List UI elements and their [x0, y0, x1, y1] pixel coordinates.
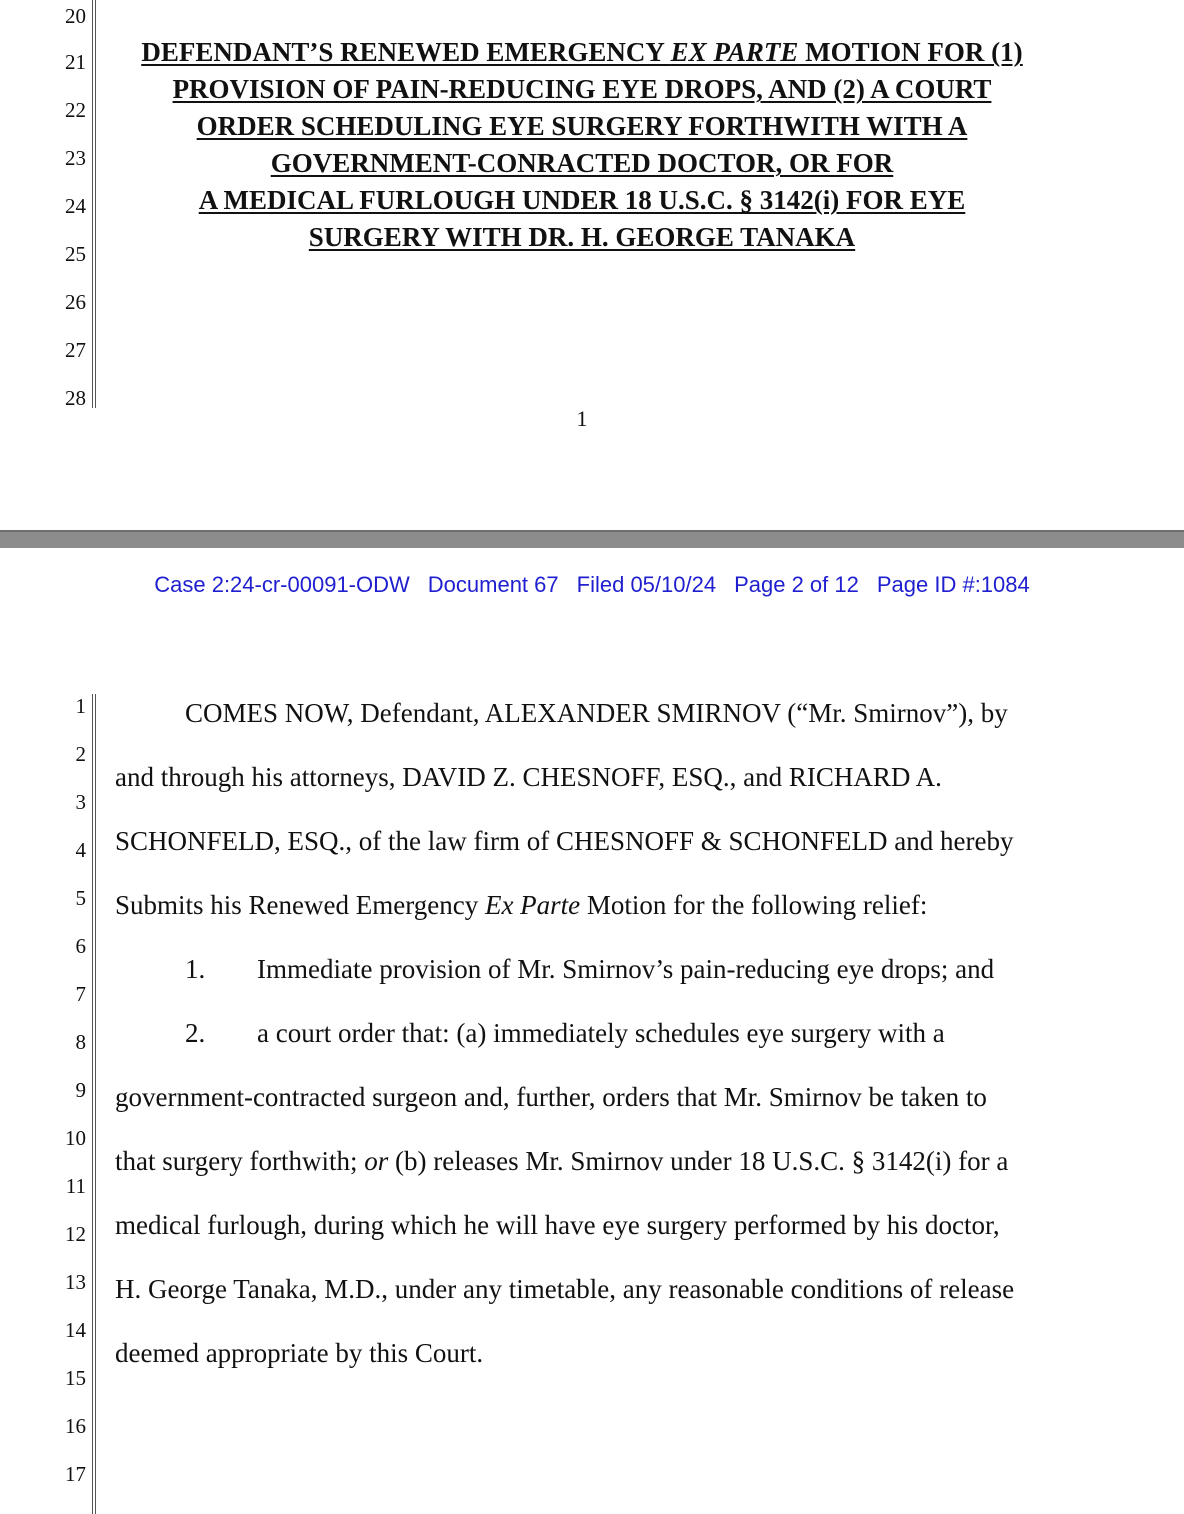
title-line: GOVERNMENT-CONRACTED DOCTOR, OR FOR — [270, 148, 894, 178]
relief-item-2: 2. a court order that: (a) immediately schedules eye surgery with a — [185, 1018, 945, 1048]
line-number: 11 — [65, 1174, 86, 1198]
line-number: 26 — [65, 290, 86, 314]
body-text-line: deemed appropriate by this Court. — [115, 1338, 484, 1368]
line-number: 4 — [75, 838, 86, 862]
line-number: 1 — [75, 694, 86, 718]
body-text-line: that surgery forthwith; or (b) releases Mr. Smirnov under 18 U.S.C. § 3142(i) for a — [115, 1146, 1009, 1176]
line-number: 3 — [75, 790, 86, 814]
title-line: SURGERY WITH DR. H. GEORGE TANAKA — [308, 222, 856, 252]
ecf-header — [0, 572, 1184, 598]
page-count: Page 2 of 12 — [734, 572, 859, 597]
body-text-line: COMES NOW, Defendant, ALEXANDER SMIRNOV (“Mr. Smirnov”), by — [185, 698, 1008, 728]
body-text-line: Submits his Renewed Emergency Ex Parte Motion for the following relief: — [115, 890, 928, 920]
filed-date: Filed 05/10/24 — [576, 572, 717, 597]
body-text-line: medical furlough, during which he will have eye surgery performed by his doctor, — [115, 1210, 1000, 1240]
line-number: 22 — [65, 98, 86, 122]
line-number: 5 — [75, 886, 86, 910]
page-1-fragment — [0, 0, 1184, 530]
line-number: 2 — [75, 742, 86, 766]
line-number: 12 — [65, 1222, 86, 1246]
page-separator — [0, 530, 1184, 548]
title-line: PROVISION OF PAIN-REDUCING EYE DROPS, AND (2) A COURT — [172, 74, 992, 104]
line-number: 9 — [75, 1078, 86, 1102]
title-line: DEFENDANT’S RENEWED EMERGENCY EX PARTE MOTION FOR (1) — [141, 37, 1023, 67]
line-number: 14 — [65, 1318, 86, 1342]
page-id: Page ID #:1084 — [876, 572, 1030, 597]
motion-title — [100, 34, 1064, 256]
body-text-line: and through his attorneys, DAVID Z. CHESNOFF, ESQ., and RICHARD A. — [115, 762, 942, 792]
margin-rule-outer — [92, 0, 93, 408]
title-line: ORDER SCHEDULING EYE SURGERY FORTHWITH WITH A — [196, 111, 968, 141]
line-number: 24 — [65, 194, 86, 218]
page-2 — [0, 548, 1184, 1514]
margin-rule-outer — [92, 694, 93, 1514]
relief-item-1: 1. Immediate provision of Mr. Smirnov’s pain-reducing eye drops; and — [185, 954, 995, 984]
body-text-line: H. George Tanaka, M.D., under any timetable, any reasonable conditions of release — [115, 1274, 1015, 1304]
line-number: 16 — [65, 1414, 86, 1438]
line-number: 23 — [65, 146, 86, 170]
body-text-line: SCHONFELD, ESQ., of the law firm of CHESNOFF & SCHONFELD and hereby — [115, 826, 1014, 856]
line-number: 20 — [65, 4, 86, 28]
line-number: 17 — [65, 1462, 86, 1486]
line-number: 13 — [65, 1270, 86, 1294]
line-number: 25 — [65, 242, 86, 266]
case-number: Case 2:24-cr-00091-ODW — [154, 572, 410, 597]
line-number: 28 — [65, 386, 86, 410]
margin-rule-inner — [95, 694, 96, 1514]
page-number: 1 — [576, 406, 588, 431]
line-number: 10 — [65, 1126, 86, 1150]
document-number: Document 67 — [427, 572, 559, 597]
line-number: 27 — [65, 338, 86, 362]
line-number: 21 — [65, 50, 86, 74]
line-number: 8 — [75, 1030, 86, 1054]
line-number: 15 — [65, 1366, 86, 1390]
title-line: A MEDICAL FURLOUGH UNDER 18 U.S.C. § 3142(i) FOR EYE — [198, 185, 966, 215]
margin-rule-inner — [95, 0, 96, 408]
line-number: 6 — [75, 934, 86, 958]
body-text-line: government-contracted surgeon and, further, orders that Mr. Smirnov be taken to — [115, 1082, 987, 1112]
line-number: 7 — [75, 982, 86, 1006]
